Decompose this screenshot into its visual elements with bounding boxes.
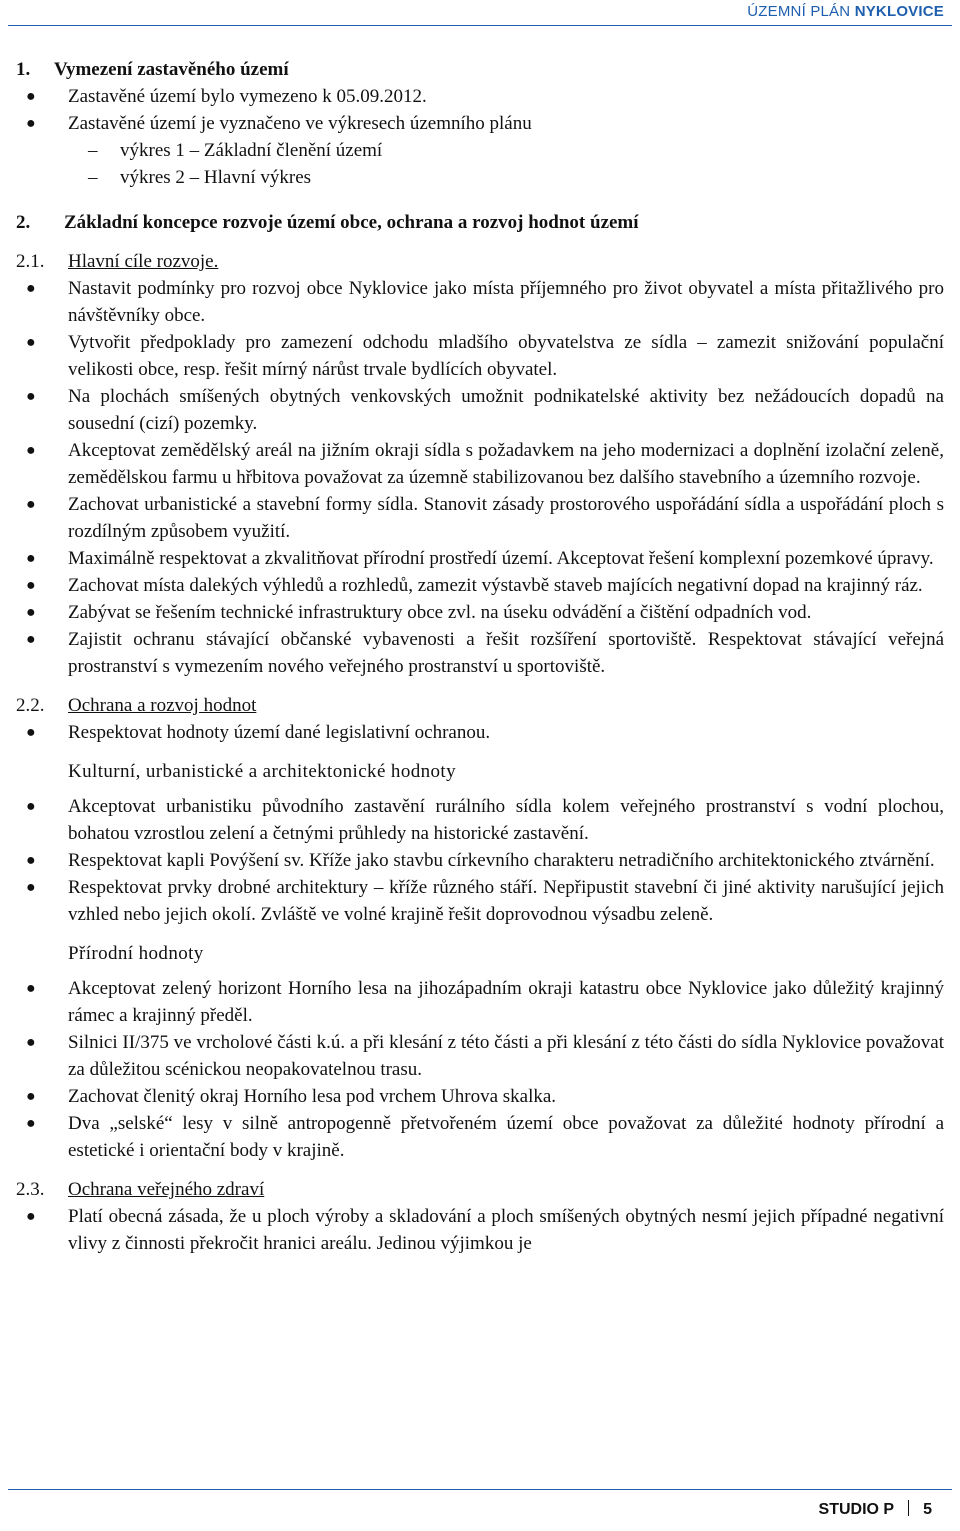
footer-divider bbox=[8, 1489, 952, 1490]
list-item: ● Respektovat hodnoty území dané legislativní ochranou. bbox=[16, 719, 944, 746]
bullet-icon: ● bbox=[26, 724, 36, 741]
bullet-icon: ● bbox=[26, 879, 36, 896]
bullet-icon: ● bbox=[26, 496, 36, 513]
list-item: ● Zastavěné území je vyznačeno ve výkresech územního plánu bbox=[16, 110, 944, 137]
bullet-icon: ● bbox=[26, 1088, 36, 1105]
list-item: ● Nastavit podmínky pro rozvoj obce Nyklovice jako místa příjemného pro život obyvatel a místa přitažlivého pro návštěvníky obce. bbox=[16, 275, 944, 329]
bullet-icon: ● bbox=[26, 442, 36, 459]
list-item: ● Zabývat se řešením technické infrastruktury obce zvl. na úseku odvádění a čištění odpadních vod. bbox=[16, 599, 944, 626]
list-item: ● Vytvořit předpoklady pro zamezení odchodu mladšího obyvatelstva ze sídla – zamezit snižování populační velikosti obce, resp. řešit mírný nárůst trvale bydlících obyvatel. bbox=[16, 329, 944, 383]
bullet-icon: ● bbox=[26, 604, 36, 621]
bullet-icon: ● bbox=[26, 852, 36, 869]
section-2-1-list bbox=[16, 275, 944, 680]
list-item: ● Akceptovat urbanistiku původního zastavění rurálního sídla kolem veřejného prostranství s vodní plochou, bohatou vzrostlou zelení a četnými průhledy na historické zastavění. bbox=[16, 793, 944, 847]
cultural-values-heading: Kulturní, urbanistické a architektonické hodnoty bbox=[68, 761, 457, 782]
page-number: 5 bbox=[923, 1501, 932, 1518]
bullet-icon: ● bbox=[26, 115, 36, 132]
dash-item: – výkres 1 – Základní členění území bbox=[16, 137, 944, 164]
list-item: ● Zachovat členitý okraj Horního lesa pod vrchem Uhrova skalka. bbox=[16, 1083, 944, 1110]
footer-separator bbox=[908, 1500, 909, 1516]
bullet-icon: ● bbox=[26, 577, 36, 594]
list-item: ● Zachovat urbanistické a stavební formy sídla. Stanovit zásady prostorového uspořádání sídla a uspořádání ploch s rozdílným způsobem využití. bbox=[16, 491, 944, 545]
company-name: STUDIO P bbox=[818, 1501, 895, 1518]
list-item: ● Maximálně respektovat a zkvalitňovat přírodní prostředí území. Akceptovat řešení komplexní pozemkové úpravy. bbox=[16, 545, 944, 572]
bullet-icon: ● bbox=[26, 1208, 36, 1225]
dash-icon: – bbox=[88, 167, 98, 188]
list-item: ● Zachovat místa dalekých výhledů a rozhledů, zamezit výstavbě staveb majících negativní dopad na krajinný ráz. bbox=[16, 572, 944, 599]
bullet-icon: ● bbox=[26, 798, 36, 815]
section-2-2-heading: 2.2. Ochrana a rozvoj hodnot bbox=[16, 695, 257, 716]
list-item: ● Na plochách smíšených obytných venkovských umožnit podnikatelské aktivity bez nežádoucích dopadů na sousední (cizí) pozemky. bbox=[16, 383, 944, 437]
document-title: ÚZEMNÍ PLÁN NYKLOVICE bbox=[747, 3, 944, 20]
list-item: ● Zajistit ochranu stávající občanské vybavenosti a řešit rozšíření sportoviště. Respektovat stávající veřejná prostranství s vymezením nového veřejného prostranství u sportoviště. bbox=[16, 626, 944, 680]
list-item: ● Platí obecná zásada, že u ploch výroby a skladování a ploch smíšených obytných nesmí jejich případné negativní vlivy z činnosti překročit hranici areálu. Jedinou výjimkou je bbox=[16, 1203, 944, 1257]
bullet-icon: ● bbox=[26, 1034, 36, 1051]
bullet-icon: ● bbox=[26, 280, 36, 297]
natural-values-list bbox=[16, 975, 944, 1164]
header-divider bbox=[8, 25, 952, 26]
bullet-icon: ● bbox=[26, 388, 36, 405]
bullet-icon: ● bbox=[26, 631, 36, 648]
bullet-icon: ● bbox=[26, 980, 36, 997]
dash-icon: – bbox=[88, 140, 98, 161]
section-2-1-heading: 2.1. Hlavní cíle rozvoje. bbox=[16, 251, 219, 272]
document-body bbox=[16, 56, 944, 1257]
page-header bbox=[0, 0, 960, 24]
section-2-3-heading: 2.3. Ochrana veřejného zdraví bbox=[16, 1179, 265, 1200]
bullet-icon: ● bbox=[26, 88, 36, 105]
section-2-3-list bbox=[16, 1203, 944, 1257]
list-item: ● Akceptovat zelený horizont Horního lesa na jihozápadním okraji katastru obce Nyklovice jako důležitý krajinný rámec a krajinný předěl. bbox=[16, 975, 944, 1029]
bullet-icon: ● bbox=[26, 550, 36, 567]
list-item: ● Akceptovat zemědělský areál na jižním okraji sídla s požadavkem na jeho modernizaci a doplnění izolační zeleně, zemědělskou farmu u hřbitova považovat za územně stabilizovanou bez dalšího stavebního a územního rozvoje. bbox=[16, 437, 944, 491]
section-1-heading: 1. Vymezení zastavěného území bbox=[16, 59, 289, 80]
list-item: ● Silnici II/375 ve vrcholové části k.ú. a při klesání z této části a při klesání z této části do sídla Nyklovice považovat za důležitou scénickou neopakovatelnou trasu. bbox=[16, 1029, 944, 1083]
section-2-heading: 2. Základní koncepce rozvoje území obce, ochrana a rozvoj hodnot území bbox=[16, 212, 639, 233]
list-item: ● Dva „selské“ lesy v silně antropogenně přetvořeném území obce považovat za důležité hodnoty přírodní a estetické i orientační body v krajině. bbox=[16, 1110, 944, 1164]
natural-values-heading: Přírodní hodnoty bbox=[68, 943, 204, 964]
section-1-list bbox=[16, 83, 944, 191]
list-item: ● Zastavěné území bylo vymezeno k 05.09.2012. bbox=[16, 83, 944, 110]
bullet-icon: ● bbox=[26, 334, 36, 351]
dash-item: – výkres 2 – Hlavní výkres bbox=[16, 164, 944, 191]
section-2-2-list bbox=[16, 719, 944, 746]
list-item: ● Respektovat kapli Povýšení sv. Kříže jako stavbu církevního charakteru netradičního architektonického ztvárnění. bbox=[16, 847, 944, 874]
page-footer bbox=[819, 1500, 932, 1519]
bullet-icon: ● bbox=[26, 1115, 36, 1132]
cultural-values-list bbox=[16, 793, 944, 928]
list-item: ● Respektovat prvky drobné architektury – kříže různého stáří. Nepřipustit stavební či jiné aktivity narušující jejich vzhled nebo jejich okolí. Zvláště ve volné krajině řešit doprovodnou výsadbu zeleně. bbox=[16, 874, 944, 928]
